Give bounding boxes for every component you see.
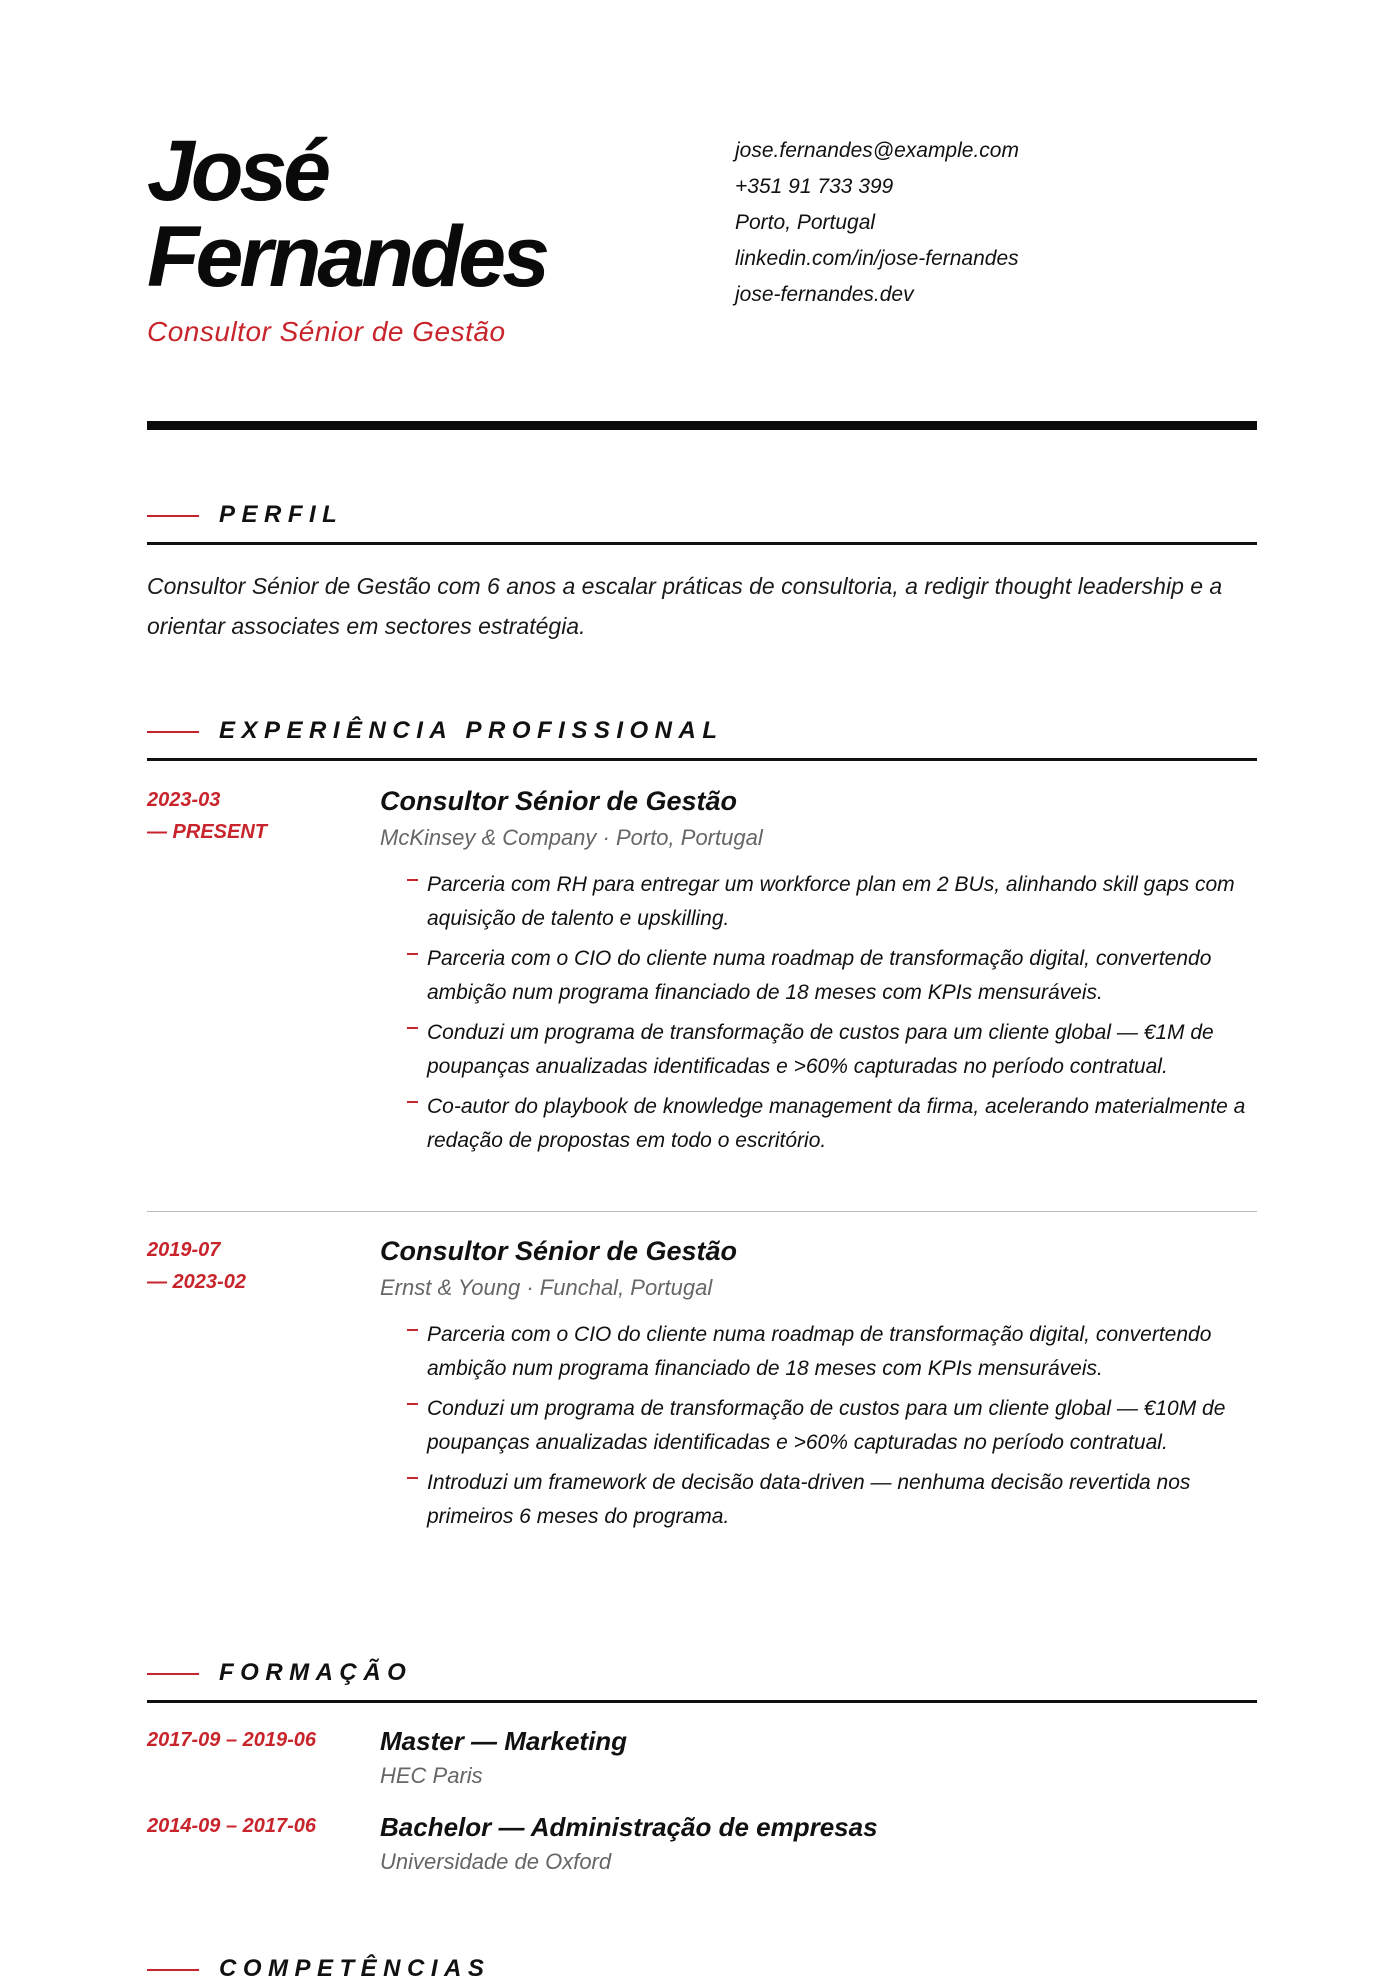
job-date-end: — 2023-02: [147, 1271, 246, 1293]
bullet-text: Parceria com RH para entregar um workforce plan em 2 BUs, alinhando skill gaps com aquisição de talento e upskilling.: [427, 873, 1235, 930]
section-dash: [147, 1673, 199, 1675]
candidate-role: Consultor Sénior de Gestão: [147, 316, 506, 347]
section-rule: [147, 758, 1257, 761]
bullet-dash-icon: [407, 879, 418, 881]
bullet-dash-icon: [407, 1403, 418, 1405]
job-date-end: — PRESENT: [147, 821, 268, 843]
candidate-name: [147, 123, 546, 305]
job-bullet: [427, 1466, 1257, 1534]
bullet-text: Co-autor do playbook de knowledge management da firma, acelerando materialmente a redação de propostas em todo o escritório.: [427, 1095, 1246, 1152]
job-company: McKinsey & Company · Porto, Portugal: [380, 825, 763, 850]
job-bullet: [427, 942, 1257, 1010]
job-bullet: [427, 1090, 1257, 1158]
section-title: FORMAÇÃO: [219, 1659, 413, 1686]
job-bullet: [427, 868, 1257, 936]
bullet-dash-icon: [407, 1101, 418, 1103]
section-title: COMPETÊNCIAS: [219, 1955, 491, 1982]
section-dash: [147, 1969, 199, 1971]
job-title: Consultor Sénior de Gestão: [380, 1236, 738, 1266]
job-dates: [147, 1234, 347, 1298]
job-bullet: [427, 1392, 1257, 1460]
profile-summary: Consultor Sénior de Gestão com 6 anos a escalar práticas de consultoria, a redigir thought leadership e a orientar associates em sectores estratégia.: [147, 573, 1223, 639]
education-dates: 2017-09 – 2019-06: [147, 1729, 317, 1751]
section-rule: [147, 542, 1257, 545]
contact-linkedin[interactable]: linkedin.com/in/jose-fernandes: [735, 247, 1019, 270]
bullet-dash-icon: [407, 1329, 418, 1331]
job-bullets: [427, 868, 1257, 1164]
section-dash: [147, 515, 199, 517]
bullet-text: Parceria com o CIO do cliente numa roadmap de transformação digital, convertendo ambição num programa financiado de 18 meses com KPIs mensuráveis.: [427, 1323, 1212, 1380]
education-degree: Bachelor — Administração de empresas: [380, 1812, 878, 1842]
bullet-text: Conduzi um programa de transformação de custos para um cliente global — €10M de poupanças anualizadas identificadas e >60% capturadas no período contratual.: [427, 1397, 1226, 1454]
job-company: Ernst & Young · Funchal, Portugal: [380, 1275, 713, 1300]
education-degree: Master — Marketing: [380, 1726, 628, 1756]
education-school: HEC Paris: [380, 1763, 483, 1788]
section-rule: [147, 1700, 1257, 1703]
resume-page: [147, 0, 1257, 1980]
section-title: EXPERIÊNCIA PROFISSIONAL: [219, 717, 724, 744]
job-bullet: [427, 1016, 1257, 1084]
contact-email[interactable]: jose.fernandes@example.com: [735, 139, 1019, 162]
education-dates: 2014-09 – 2017-06: [147, 1815, 317, 1837]
job-title: Consultor Sénior de Gestão: [380, 786, 738, 816]
contact-website[interactable]: jose-fernandes.dev: [735, 283, 914, 306]
education-school: Universidade de Oxford: [380, 1849, 612, 1874]
bullet-text: Parceria com o CIO do cliente numa roadmap de transformação digital, convertendo ambição num programa financiado de 18 meses com KPIs mensuráveis.: [427, 947, 1212, 1004]
bullet-dash-icon: [407, 953, 418, 955]
job-dates: [147, 784, 347, 848]
contact-phone[interactable]: +351 91 733 399: [735, 175, 894, 198]
bullet-text: Introduzi um framework de decisão data-driven — nenhuma decisão revertida nos primeiros 6 meses do programa.: [427, 1471, 1191, 1528]
experience-divider: [147, 1211, 1257, 1212]
bullet-dash-icon: [407, 1027, 418, 1029]
contact-location: Porto, Portugal: [735, 211, 876, 234]
contact-list: [735, 138, 1019, 318]
bullet-dash-icon: [407, 1477, 418, 1479]
first-name: José: [147, 123, 328, 219]
job-date-start: 2019-07: [147, 1239, 221, 1261]
section-title: PERFIL: [219, 501, 344, 528]
job-bullets: [427, 1318, 1257, 1540]
bullet-text: Conduzi um programa de transformação de custos para um cliente global — €1M de poupanças anualizadas identificadas e >60% capturadas no período contratual.: [427, 1021, 1214, 1078]
last-name: Fernandes: [147, 209, 546, 305]
job-date-start: 2023-03: [147, 789, 221, 811]
section-dash: [147, 731, 199, 733]
header-divider: [147, 421, 1257, 430]
job-bullet: [427, 1318, 1257, 1386]
